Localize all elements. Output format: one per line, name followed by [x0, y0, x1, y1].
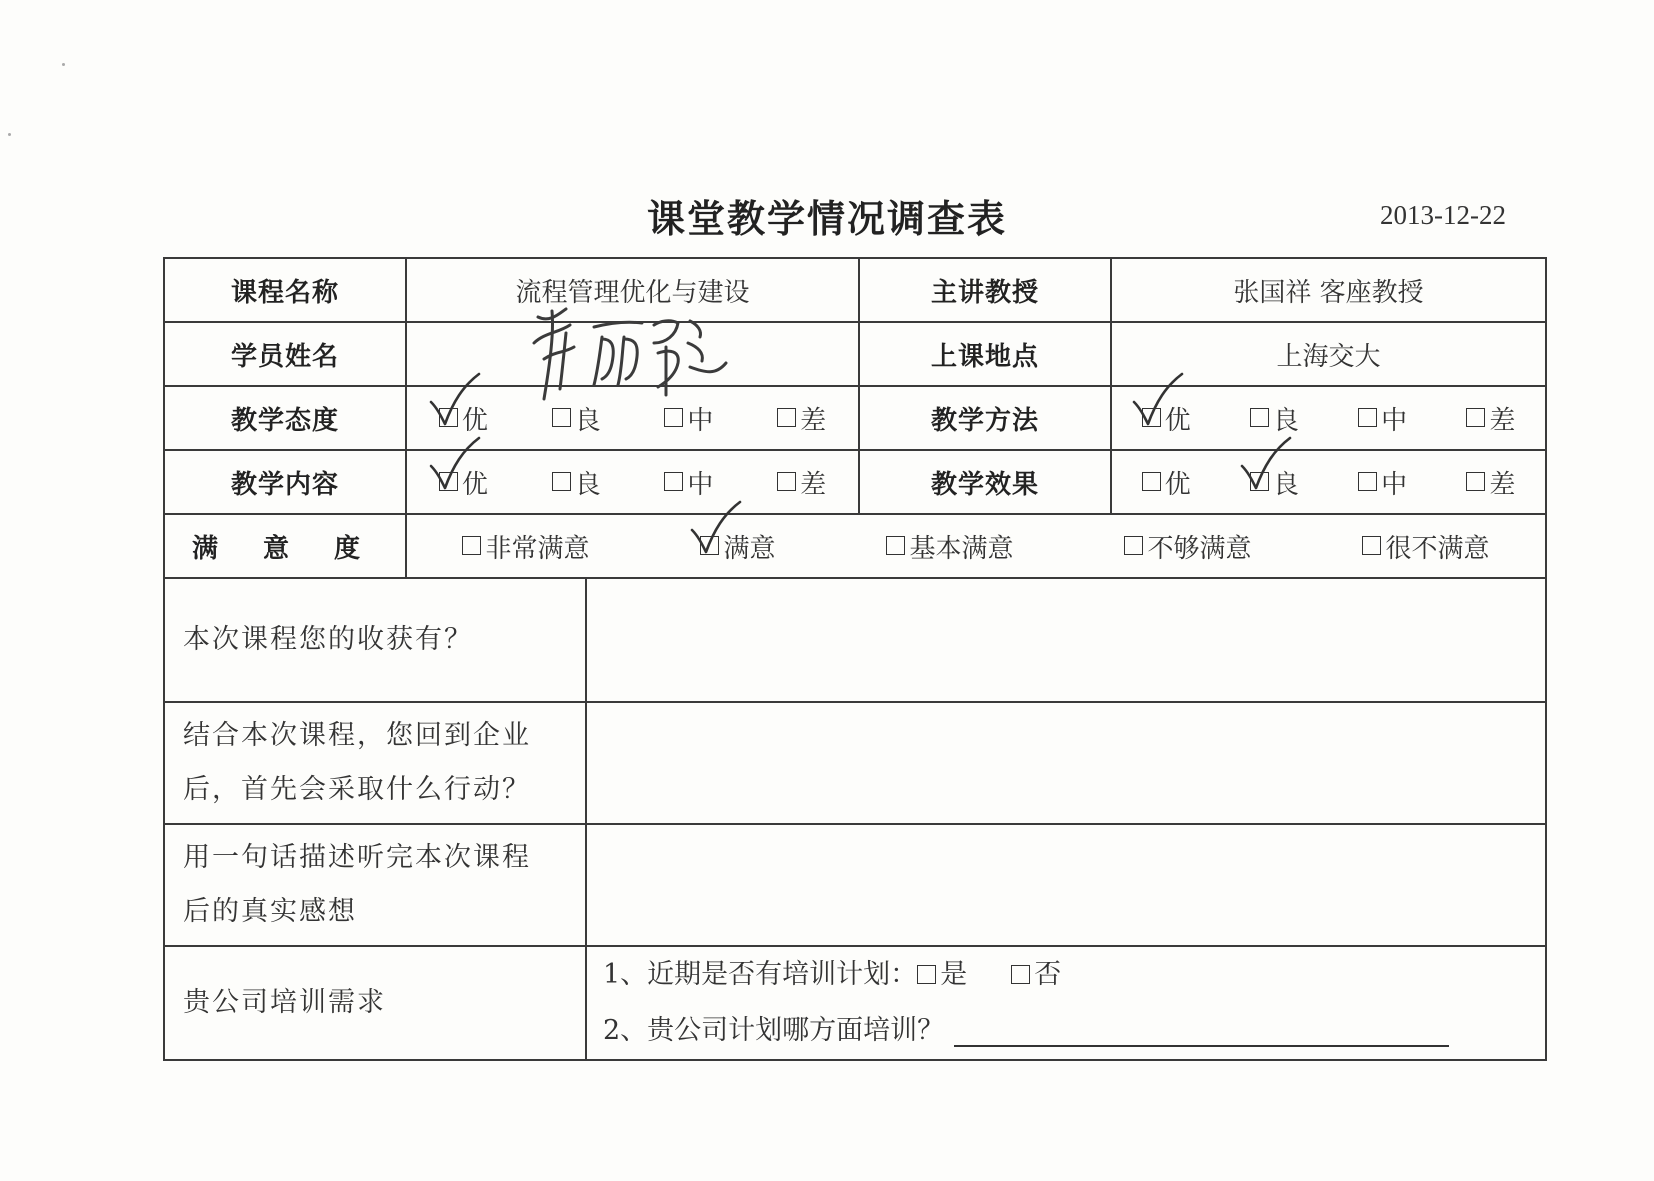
satisfaction-option[interactable]	[1124, 528, 1251, 565]
satisfaction-option-label: 满意	[723, 533, 776, 564]
effect-option[interactable]	[1466, 464, 1515, 501]
page-title: 课堂教学情况调查表	[646, 197, 1007, 241]
training-area-question: 2、贵公司计划哪方面培训？	[603, 1015, 945, 1046]
attitude-option-label: 差	[800, 405, 827, 436]
attitude-option[interactable]	[664, 400, 713, 437]
method-option-group	[1112, 387, 1545, 449]
effect-option-group	[1112, 451, 1545, 513]
checkbox-icon[interactable]	[439, 408, 458, 427]
method-option-label: 优	[1164, 405, 1191, 436]
attitude-option-label: 优	[461, 405, 488, 436]
course-label: 课程名称	[164, 258, 406, 322]
q3-label	[164, 824, 586, 946]
attitude-option[interactable]	[777, 400, 826, 437]
method-option-label: 差	[1489, 405, 1516, 436]
scan-speck	[62, 63, 65, 66]
satisfaction-option[interactable]	[886, 528, 1013, 565]
training-row	[164, 946, 1546, 1060]
checkbox-icon[interactable]	[1011, 965, 1030, 984]
lecturer-label: 主讲教授	[859, 258, 1111, 322]
effect-option[interactable]	[1250, 464, 1299, 501]
content-row	[164, 450, 1546, 514]
checkbox-icon[interactable]	[552, 472, 571, 491]
method-option-label: 良	[1272, 405, 1299, 436]
course-value: 流程管理优化与建设	[406, 258, 859, 322]
training-plan-no-label: 否	[1034, 959, 1062, 990]
effect-option-label: 中	[1381, 469, 1408, 500]
checkbox-icon[interactable]	[664, 408, 683, 427]
content-label: 教学内容	[164, 450, 406, 514]
method-label: 教学方法	[859, 386, 1111, 450]
q3-answer[interactable]	[586, 824, 1546, 946]
attitude-label: 教学态度	[164, 386, 406, 450]
q2-row	[164, 702, 1546, 824]
q1-text: 本次课程您的收获有？	[183, 624, 473, 655]
content-option[interactable]	[777, 464, 826, 501]
checkbox-icon[interactable]	[1466, 472, 1485, 491]
checkbox-icon[interactable]	[777, 408, 796, 427]
q2-label	[164, 702, 586, 824]
satisfaction-option[interactable]	[700, 528, 775, 565]
method-option-label: 中	[1381, 405, 1408, 436]
checkbox-icon[interactable]	[777, 472, 796, 491]
q2-text-line2: 后，首先会采取什么行动？	[183, 774, 531, 805]
course-row	[164, 258, 1546, 322]
q3-text-line1: 用一句话描述听完本次课程	[183, 842, 531, 873]
effect-option-label: 良	[1272, 469, 1299, 500]
satisfaction-option-label: 很不满意	[1385, 533, 1490, 564]
satisfaction-option-group	[407, 515, 1545, 577]
satisfaction-label: 满 意 度	[164, 514, 406, 578]
effect-label: 教学效果	[859, 450, 1111, 514]
attitude-option-label: 良	[574, 405, 601, 436]
checkbox-icon[interactable]	[439, 472, 458, 491]
method-option[interactable]	[1142, 400, 1191, 437]
effect-option-label: 优	[1164, 469, 1191, 500]
q2-answer[interactable]	[586, 702, 1546, 824]
checkbox-icon[interactable]	[917, 965, 936, 984]
content-option[interactable]	[664, 464, 713, 501]
satisfaction-option-label: 基本满意	[909, 533, 1014, 564]
satisfaction-option-label: 非常满意	[485, 533, 590, 564]
checkbox-icon[interactable]	[462, 536, 481, 555]
training-area-blank[interactable]	[954, 1015, 1449, 1047]
content-option[interactable]	[552, 464, 601, 501]
handwritten-signature	[530, 303, 730, 403]
checkbox-icon[interactable]	[552, 408, 571, 427]
training-plan-line	[587, 947, 1545, 1003]
checkbox-icon[interactable]	[1124, 536, 1143, 555]
location-value: 上海交大	[1111, 322, 1546, 386]
checkbox-icon[interactable]	[1362, 536, 1381, 555]
checkbox-icon[interactable]	[700, 536, 719, 555]
attitude-row	[164, 386, 1546, 450]
checkbox-icon[interactable]	[1250, 408, 1269, 427]
checkbox-icon[interactable]	[1358, 472, 1377, 491]
training-answer	[586, 946, 1546, 1060]
training-label-text: 贵公司培训需求	[183, 987, 386, 1018]
training-plan-yes[interactable]	[917, 947, 967, 1003]
checkbox-icon[interactable]	[1358, 408, 1377, 427]
checkbox-icon[interactable]	[1142, 472, 1161, 491]
content-option-label: 良	[574, 469, 601, 500]
q1-label	[164, 578, 586, 702]
location-label: 上课地点	[859, 322, 1111, 386]
checkbox-icon[interactable]	[1250, 472, 1269, 491]
content-options	[406, 450, 859, 514]
q3-text-line2: 后的真实感想	[183, 896, 357, 927]
method-option[interactable]	[1250, 400, 1299, 437]
satisfaction-row	[164, 514, 1546, 578]
attitude-option[interactable]	[439, 400, 488, 437]
scan-speck	[8, 133, 11, 136]
effect-option[interactable]	[1142, 464, 1191, 501]
training-plan-question: 1、近期是否有培训计划：	[603, 959, 918, 990]
content-option-label: 中	[687, 469, 714, 500]
checkbox-icon[interactable]	[886, 536, 905, 555]
effect-option-label: 差	[1489, 469, 1516, 500]
checkbox-icon[interactable]	[1142, 408, 1161, 427]
satisfaction-option[interactable]	[462, 528, 589, 565]
method-option[interactable]	[1358, 400, 1407, 437]
effect-options	[1111, 450, 1546, 514]
training-label	[164, 946, 586, 1060]
satisfaction-option[interactable]	[1362, 528, 1489, 565]
q1-row	[164, 578, 1546, 702]
method-options	[1111, 386, 1546, 450]
training-plan-no[interactable]	[1011, 947, 1061, 1003]
content-option[interactable]	[439, 464, 488, 501]
lecturer-value: 张国祥 客座教授	[1111, 258, 1546, 322]
student-row	[164, 322, 1546, 386]
survey-date: 2013-12-22	[1380, 200, 1506, 230]
q2-text-line1: 结合本次课程，您回到企业	[183, 720, 531, 751]
survey-table	[163, 257, 1547, 1061]
training-plan-yes-label: 是	[940, 959, 968, 990]
q1-answer[interactable]	[586, 578, 1546, 702]
satisfaction-option-label: 不够满意	[1147, 533, 1252, 564]
attitude-option[interactable]	[552, 400, 601, 437]
q3-row	[164, 824, 1546, 946]
checkbox-icon[interactable]	[664, 472, 683, 491]
training-area-line	[587, 1003, 1545, 1059]
checkbox-icon[interactable]	[1466, 408, 1485, 427]
effect-option[interactable]	[1358, 464, 1407, 501]
content-option-label: 优	[461, 469, 488, 500]
content-option-group	[407, 451, 858, 513]
satisfaction-options	[406, 514, 1546, 578]
student-label: 学员姓名	[164, 322, 406, 386]
attitude-option-label: 中	[687, 405, 714, 436]
method-option[interactable]	[1466, 400, 1515, 437]
content-option-label: 差	[800, 469, 827, 500]
